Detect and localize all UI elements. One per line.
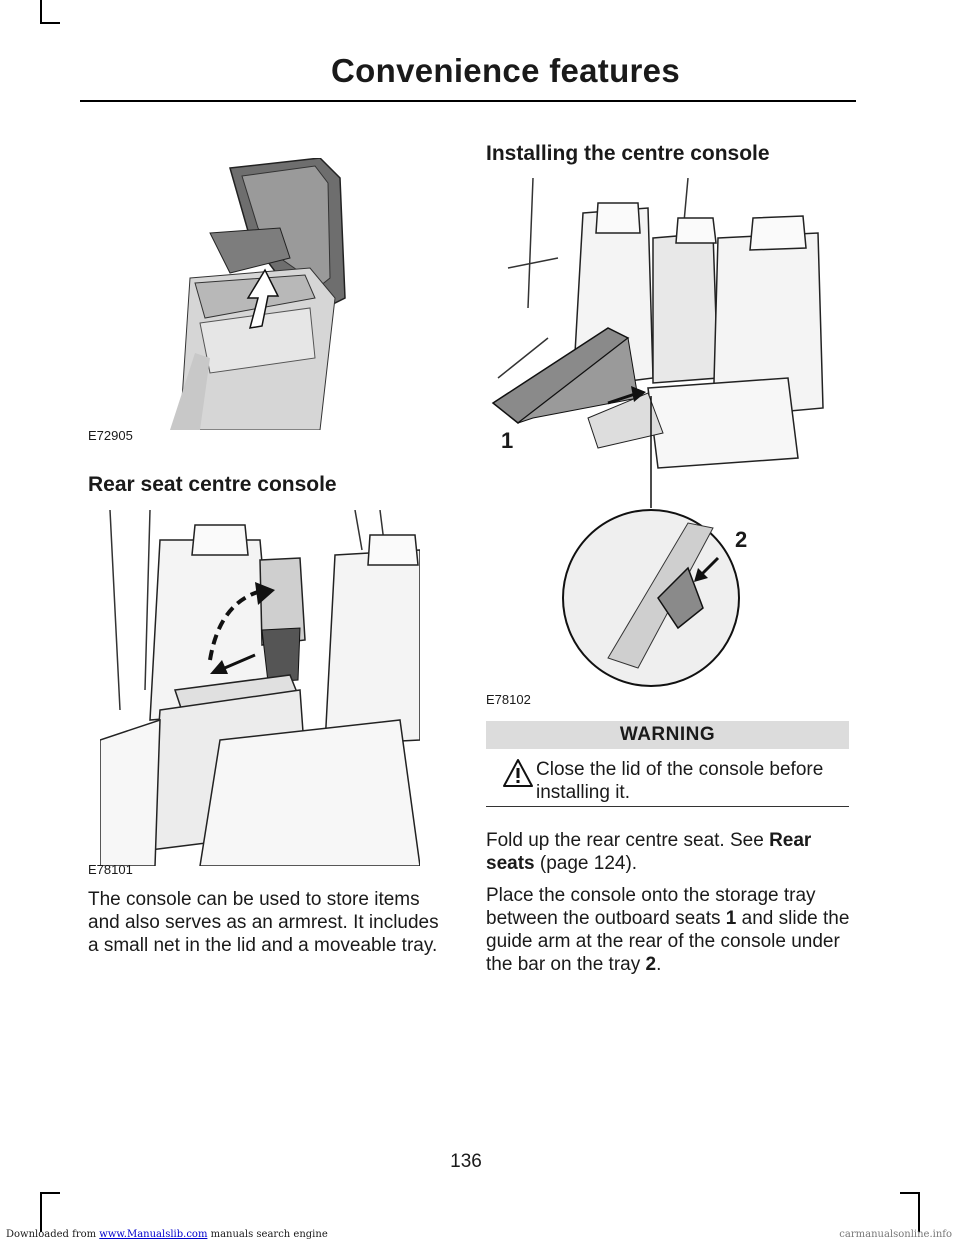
site-suffix: manuals search engine <box>210 1229 328 1240</box>
step2-end: . <box>656 954 662 975</box>
rear-seats-reference-link[interactable]: Rear seats <box>486 830 812 874</box>
crop-mark <box>918 1192 920 1232</box>
warning-divider <box>486 806 849 807</box>
crop-mark <box>40 1192 42 1232</box>
warning-header: WARNING <box>486 721 849 749</box>
manualslib-link[interactable]: www.Manualslib.com <box>99 1229 208 1240</box>
crop-mark <box>40 1192 60 1194</box>
crop-mark <box>40 22 60 24</box>
instruction-step-1 <box>486 829 852 875</box>
page-number: 136 <box>450 1151 482 1172</box>
step1-suffix: (page 124). <box>539 853 638 874</box>
warning-text: Close the lid of the console before installing it. <box>536 759 824 803</box>
callout-1: 1 <box>501 428 514 453</box>
instruction-step-2 <box>486 884 852 976</box>
crop-mark <box>900 1192 920 1194</box>
watermark: carmanualsonline.info <box>839 1229 952 1240</box>
install-console-illustration <box>488 178 850 688</box>
figure-code: E72905 <box>88 428 133 443</box>
step2-text-a: Place the console onto the storage tray between the outboard seats <box>486 885 816 929</box>
callout-2: 2 <box>735 527 748 552</box>
rear-console-description: The console can be used to store items and also serves as an armrest. It includes a small net in the lid and a moveable tray. <box>88 889 439 956</box>
figure-code: E78102 <box>486 692 531 707</box>
title-divider <box>80 100 856 102</box>
warning-triangle-icon <box>502 758 534 788</box>
seat-reference-1: 1 <box>725 908 737 929</box>
step1-prefix: Fold up the rear centre seat. See <box>486 830 764 851</box>
crop-mark <box>40 0 42 24</box>
console-open-lid-illustration <box>170 158 360 430</box>
section-heading: Rear seat centre console <box>88 473 337 496</box>
figure-code: E78101 <box>88 862 133 877</box>
download-footer <box>6 1229 328 1240</box>
bar-reference-2: 2 <box>645 954 657 975</box>
section-heading: Installing the centre console <box>486 142 770 165</box>
step2-text-b: and slide the guide arm at the rear of the console under the bar on the tray <box>486 908 850 975</box>
downloaded-from-label: Downloaded from <box>6 1229 97 1240</box>
rear-seat-console-illustration <box>100 510 420 866</box>
page-title: Convenience features <box>331 52 680 89</box>
